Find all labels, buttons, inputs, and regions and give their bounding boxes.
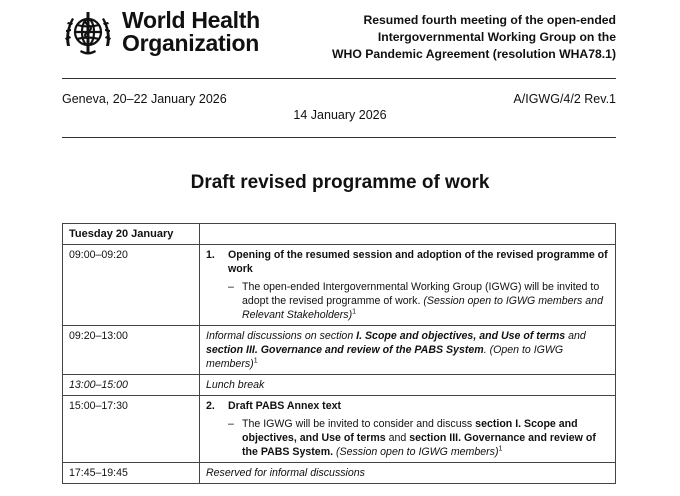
footnote-ref[interactable]: 1 <box>352 308 357 316</box>
item-description <box>206 280 609 322</box>
time-slot: 17:45–19:45 <box>63 463 200 484</box>
session-note: (Session open to IGWG members and Relevant Stakeholders) <box>242 295 603 321</box>
item-title: Draft PABS Annex text <box>228 400 342 412</box>
agenda-item <box>206 248 609 276</box>
session-details <box>200 463 616 484</box>
dash-bullet: – <box>228 418 234 430</box>
meeting-title-line1: Resumed fourth meeting of the open-ended <box>363 13 616 27</box>
org-name-line2: Organization <box>122 30 259 56</box>
table-row <box>63 245 616 326</box>
item-title: Opening of the resumed session and adoption of the revised programme of work <box>228 249 608 275</box>
dash-bullet: – <box>228 281 234 293</box>
time-slot: 09:00–09:20 <box>63 245 200 326</box>
informal-discussion-text: Reserved for informal discussions <box>206 467 365 479</box>
time-slot: 09:20–13:00 <box>63 326 200 375</box>
meeting-title-line2: Intergovernmental Working Group on the <box>377 30 616 44</box>
org-name-line1: World Health <box>122 7 260 33</box>
meeting-title <box>306 12 616 63</box>
who-emblem-icon <box>62 6 114 58</box>
table-row <box>63 463 616 484</box>
session-details <box>200 245 616 326</box>
meeting-title-line3: WHO Pandemic Agreement (resolution WHA78.1) <box>332 47 616 61</box>
who-logo <box>62 6 260 58</box>
session-details <box>200 326 616 375</box>
document-title: Draft revised programme of work <box>190 172 490 193</box>
day-heading-row <box>63 224 616 245</box>
session-details <box>200 375 616 396</box>
header-rule <box>62 78 616 79</box>
lunch-break-text: Lunch break <box>206 379 265 391</box>
time-slot: 13:00–15:00 <box>63 375 200 396</box>
meta-rule <box>62 137 616 138</box>
item-number: 2. <box>206 400 215 412</box>
session-details <box>200 396 616 463</box>
location-dates: Geneva, 20–22 January 2026 <box>62 92 227 106</box>
table-row <box>63 396 616 463</box>
item-description-text: The IGWG will be invited to consider and discuss section I. Scope and objectives, and Use of terms and section III. Governance and review of the PABS System. (Session open to IGWG members)$^1$ <box>242 418 596 458</box>
document-symbol: A/IGWG/4/2 Rev.1 <box>513 92 616 106</box>
item-number: 1. <box>206 249 215 261</box>
table-row <box>63 326 616 375</box>
footnote-ref[interactable]: 1 <box>498 445 503 453</box>
programme-table <box>62 223 616 484</box>
informal-discussion-text: Informal discussions on section I. Scope and objectives, and Use of terms and section III. Governance and review of the PABS System. (Open to IGWG members) <box>206 330 586 370</box>
day-heading: Tuesday 20 January <box>63 224 200 245</box>
issue-date: 14 January 2026 <box>293 108 387 122</box>
item-description-text: The open-ended Intergovernmental Working Group (IGWG) will be invited to adopt the revised programme of work. (Session open to IGWG members and Relevant Stakeholders)$^1$ <box>242 281 603 321</box>
item-description <box>206 417 609 459</box>
footnote-ref[interactable]: 1 <box>253 357 258 365</box>
table-row <box>63 375 616 396</box>
org-name <box>122 9 260 55</box>
time-slot: 15:00–17:30 <box>63 396 200 463</box>
day-heading-blank <box>200 224 616 245</box>
agenda-item <box>206 399 609 413</box>
